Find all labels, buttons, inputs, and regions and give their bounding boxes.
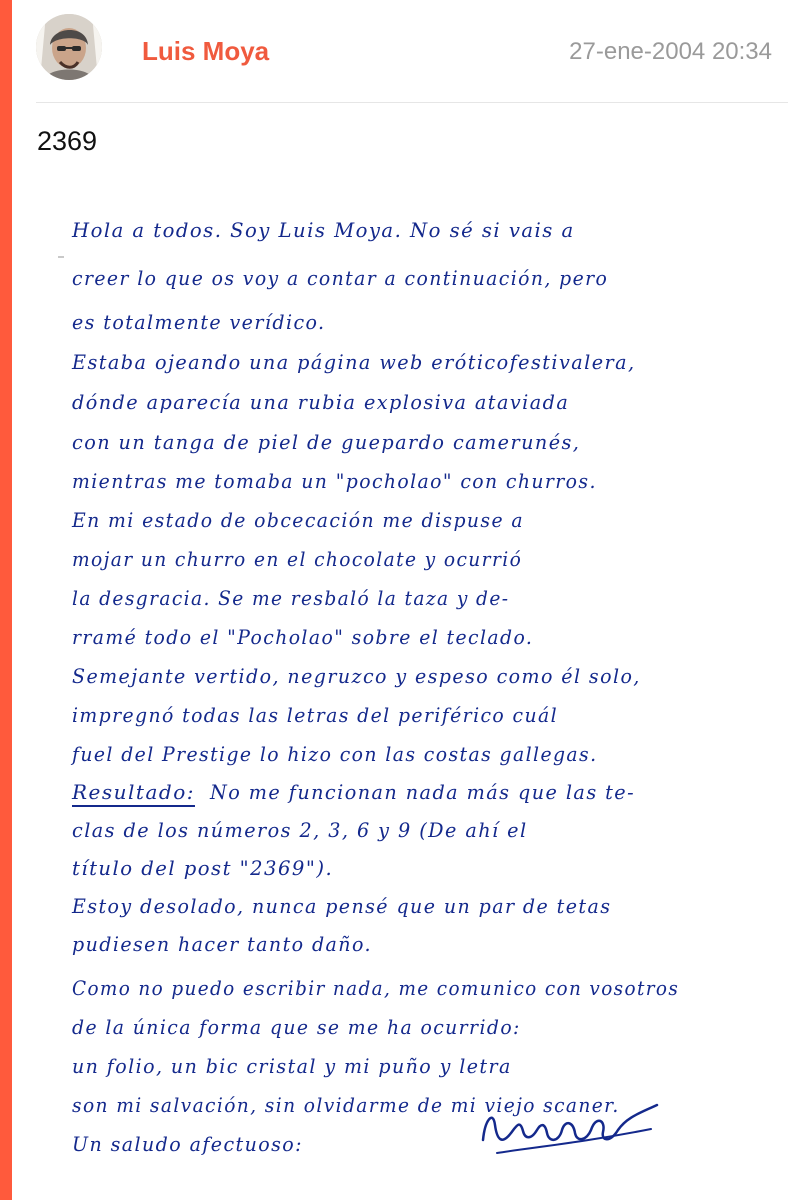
divider: [36, 102, 788, 103]
letter-line: un folio, un bic cristal y mi puño y letra: [72, 1054, 512, 1078]
letter-line: impregnó todas las letras del periférico cuál: [72, 703, 559, 727]
author-name[interactable]: Luis Moya: [142, 36, 270, 66]
letter-line: creer lo que os voy a contar a continuación, pero: [72, 266, 609, 290]
letter-line: mientras me tomaba un "pocholao" con churros.: [72, 469, 597, 493]
handwritten-letter: [30, 170, 795, 1190]
letter-line: dónde aparecía una rubia explosiva ataviada: [72, 390, 570, 414]
post-date: 27-ene-2004 20:34: [569, 38, 772, 65]
letter-line: Hola a todos. Soy Luis Moya. No sé si vais a: [72, 218, 575, 242]
letter-line: la desgracia. Se me resbaló la taza y de-: [72, 586, 510, 610]
post-card: [12, 0, 799, 1200]
letter-line: son mi salvación, sin olvidarme de mi viejo scaner.: [72, 1093, 620, 1117]
avatar-photo-icon: [36, 14, 102, 80]
post-header: [36, 14, 786, 88]
post-title: 2369: [37, 126, 98, 156]
letter-line: de la única forma que se me ha ocurrido:: [72, 1015, 521, 1039]
letter-line: rramé todo el "Pocholao" sobre el teclado.: [72, 625, 534, 649]
letter-line: con un tanga de piel de guepardo camerunés,: [72, 430, 581, 454]
letter-line: Estoy desolado, nunca pensé que un par de tetas: [72, 894, 612, 918]
letter-line: mojar un churro en el chocolate y ocurrió: [72, 547, 523, 571]
accent-bar: [0, 0, 12, 1200]
result-label: Resultado:: [72, 780, 195, 804]
paper-mark: [58, 256, 64, 258]
signature-mark: [475, 1085, 665, 1165]
letter-line: fuel del Prestige lo hizo con las costas gallegas.: [72, 742, 598, 766]
letter-line: es totalmente verídico.: [72, 310, 326, 334]
letter-line: título del post "2369").: [72, 856, 334, 880]
letter-line: clas de los números 2, 3, 6 y 9 (De ahí el: [72, 818, 528, 842]
letter-line: En mi estado de obcecación me dispuse a: [72, 508, 525, 532]
letter-line: Estaba ojeando una página web eróticofestivalera,: [72, 350, 636, 374]
letter-line: No me funcionan nada más que las te-: [210, 780, 636, 804]
letter-line: Como no puedo escribir nada, me comunico con vosotros: [72, 976, 680, 1000]
letter-line: Semejante vertido, negruzco y espeso como él solo,: [72, 664, 641, 688]
letter-line: pudiesen hacer tanto daño.: [72, 932, 372, 956]
letter-line: Un saludo afectuoso:: [72, 1132, 303, 1156]
avatar[interactable]: [36, 14, 102, 80]
